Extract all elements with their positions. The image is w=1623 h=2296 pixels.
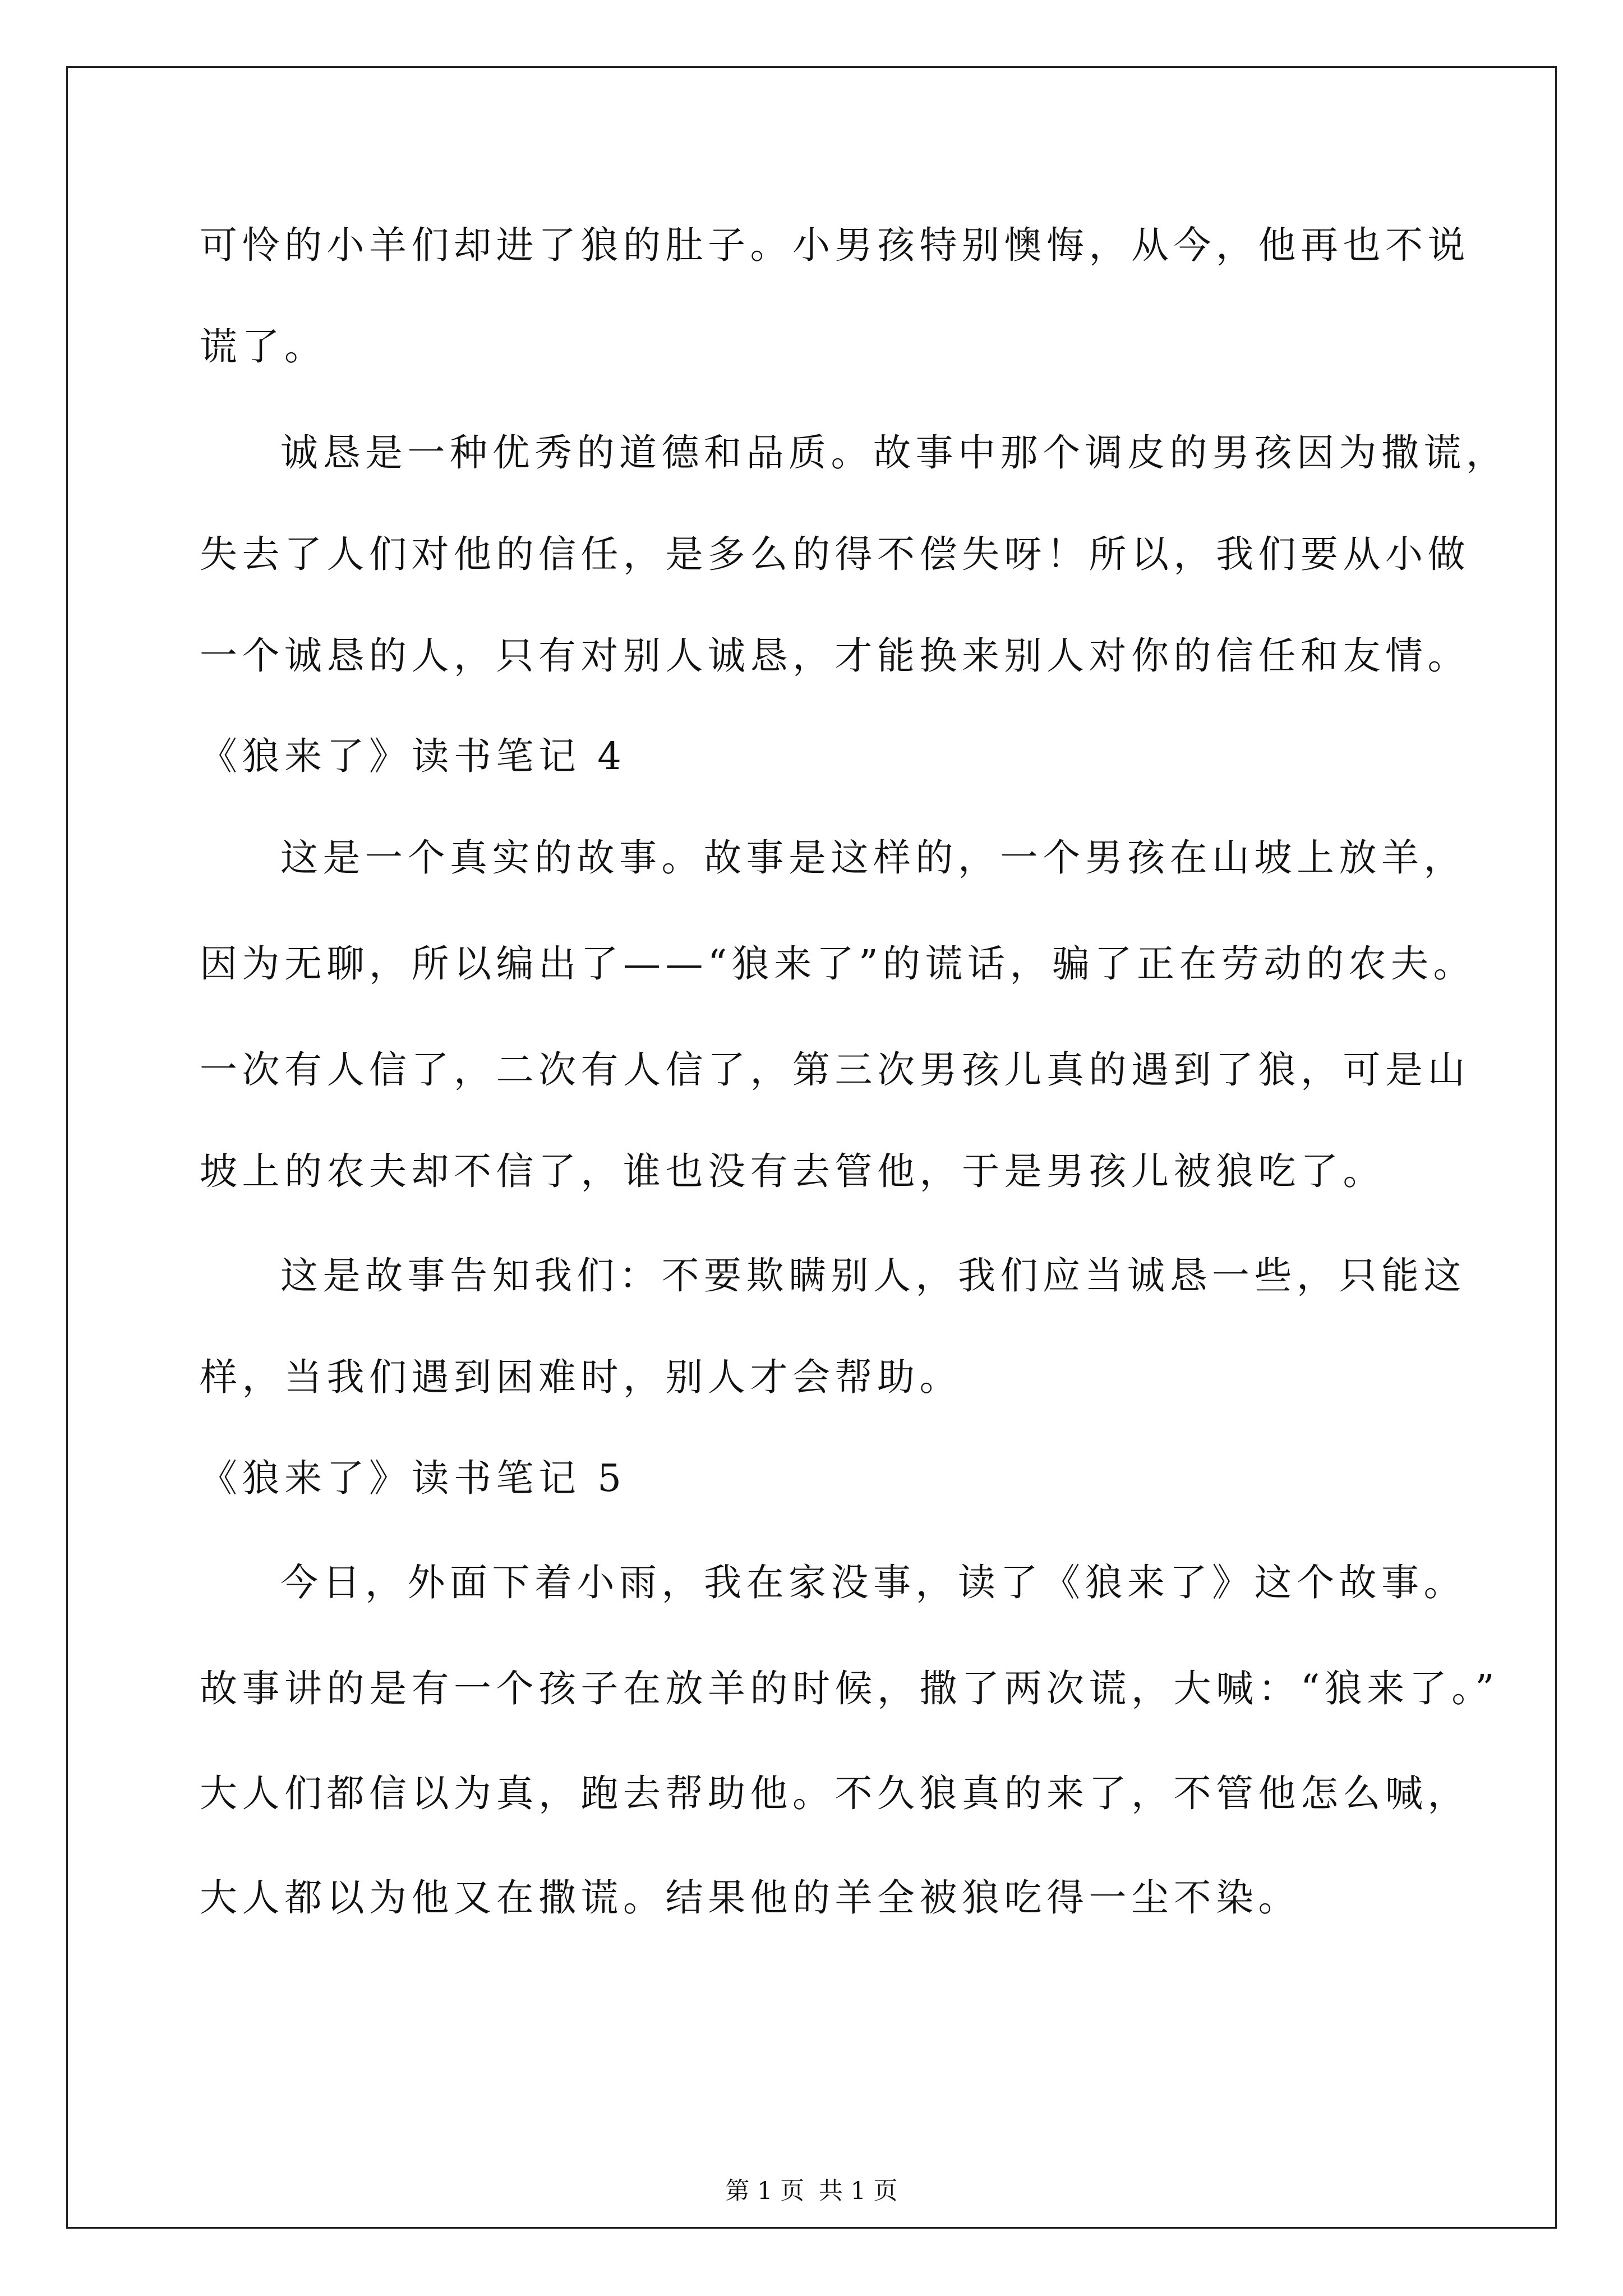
paragraph-line: 失去了人们对他的信任，是多么的得不偿失呀！所以，我们要从小做 [200,532,1470,576]
section-heading: 《狼来了》读书笔记 4 [200,734,626,778]
paragraph-line: 这是故事告知我们：不要欺瞒别人，我们应当诚恳一些，只能这 [280,1254,1466,1297]
paragraph-line: 因为无聊，所以编出了——“狼来了”的谎话，骗了正在劳动的农夫。 [200,942,1476,986]
paragraph-line: 坡上的农夫却不信了，谁也没有去管他，于是男孩儿被狼吃了。 [200,1149,1385,1193]
paragraph-line: 一次有人信了，二次有人信了，第三次男孩儿真的遇到了狼，可是山 [200,1048,1470,1092]
paragraph-line: 大人都以为他又在撒谎。结果他的羊全被狼吃得一尘不染。 [200,1876,1301,1920]
page-total: 共 1 页 [818,2177,898,2205]
paragraph-line: 这是一个真实的故事。故事是这样的，一个男孩在山坡上放羊， [280,836,1466,880]
paragraph-line: 故事讲的是有一个孩子在放羊的时候，撒了两次谎，大喊：“狼来了。” [200,1667,1500,1710]
section-heading: 《狼来了》读书笔记 5 [200,1456,626,1500]
paragraph-line: 样，当我们遇到困难时，别人才会帮助。 [200,1355,962,1399]
paragraph-line: 诚恳是一种优秀的道德和品质。故事中那个调皮的男孩因为撒谎， [280,431,1509,475]
paragraph-line: 今日，外面下着小雨，我在家没事，读了《狼来了》这个故事。 [280,1561,1466,1604]
page-number: 第 1 页 [725,2177,805,2205]
paragraph-line: 谎了。 [200,325,327,369]
paragraph-line: 可怜的小羊们却进了狼的肚子。小男孩特别懊悔，从今，他再也不说 [200,223,1470,267]
paragraph-line: 一个诚恳的人，只有对别人诚恳，才能换来别人对你的信任和友情。 [200,634,1470,678]
page-footer [0,2174,1623,2208]
paragraph-line: 大人们都信以为真，跑去帮助他。不久狼真的来了，不管他怎么喊， [200,1772,1470,1815]
